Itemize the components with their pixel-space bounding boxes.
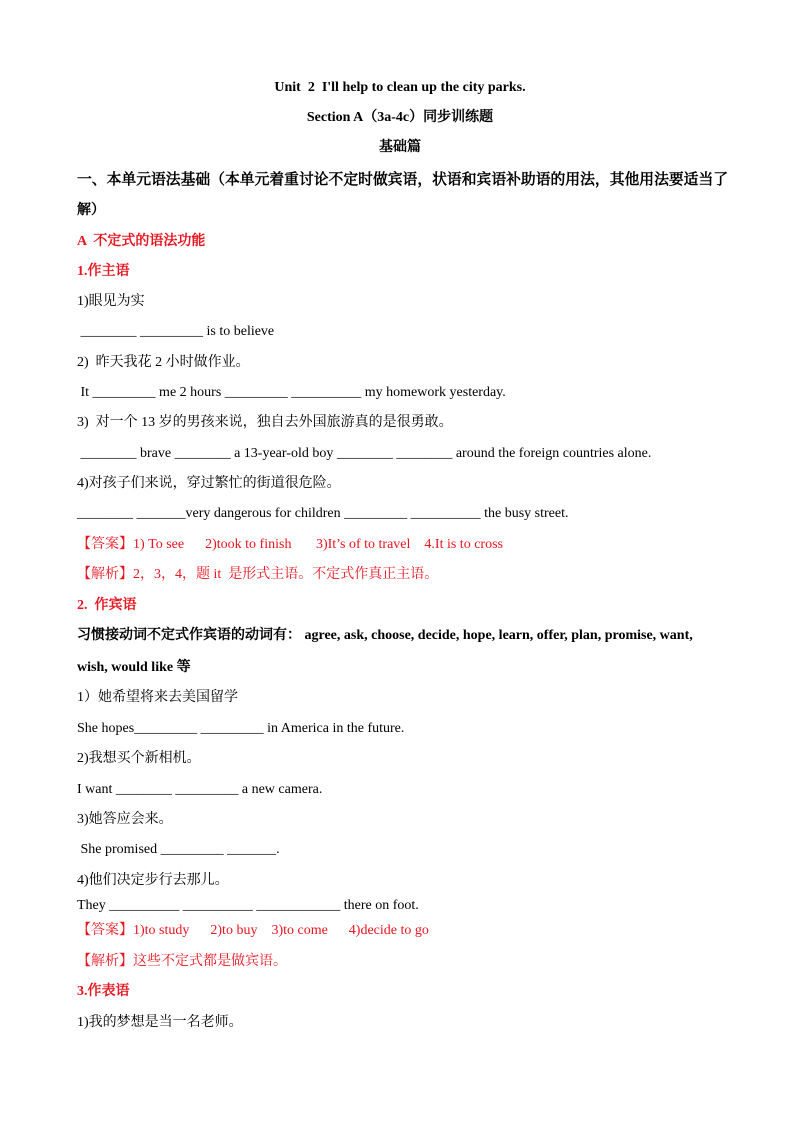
question-en: They __________ __________ ____________ there on foot. (77, 898, 419, 913)
verbs-list-cont: wish, would like 等 (77, 660, 191, 675)
level-title: 基础篇 (379, 140, 421, 155)
question-cn: 4)对孩子们来说，穿过繁忙的街道很危险。 (77, 476, 341, 491)
question-en: She promised _________ _______. (77, 842, 280, 857)
analysis-line: 【解析】2，3，4，题 it 是形式主语。不定式作真正主语。 (77, 567, 439, 582)
part1-heading: 一、本单元语法基础（本单元着重讨论不定时做宾语，状语和宾语补助语的用法，其他用法要适当了 (77, 172, 729, 188)
part1-subheading: A 不定式的语法功能 (77, 234, 206, 249)
question-en: ________ _________ is to believe (77, 324, 275, 339)
question-cn: 1）她希望将来去美国留学 (77, 690, 238, 705)
question-en: ________ brave ________ a 13-year-old boy ________ ________ around the foreign countries alone. (77, 446, 652, 461)
question-en: She hopes_________ _________ in America in the future. (77, 721, 405, 736)
page-title: Unit 2 I'll help to clean up the city parks. (274, 80, 526, 95)
section-title: Section A（3a-4c）同步训练题 (306, 110, 494, 125)
answer-line: 【答案】1) To see 2)took to finish 3)It’s of to travel 4.It is to cross (77, 537, 503, 552)
question-en: ________ _______very dangerous for children _________ __________ the busy street. (77, 506, 569, 521)
verbs-list: 习惯接动词不定式作宾语的动词有： agree, ask, choose, decide, hope, learn, offer, plan, promise, want, (77, 628, 693, 643)
question-en: It _________ me 2 hours _________ __________ my homework yesterday. (77, 385, 506, 400)
object-title: 2. 作宾语 (77, 598, 137, 613)
answer-line: 【答案】1)to study 2)to buy 3)to come 4)decide to go (77, 923, 429, 938)
question-en: I want ________ _________ a new camera. (77, 782, 323, 797)
question-cn: 1)眼见为实 (77, 294, 145, 309)
question-cn: 4)他们决定步行去那儿。 (77, 873, 229, 888)
question-cn: 3) 对一个 13 岁的男孩来说，独自去外国旅游真的是很勇敢。 (77, 415, 453, 430)
question-cn: 2) 昨天我花 2 小时做作业。 (77, 355, 250, 370)
subject-title: 1.作主语 (77, 264, 130, 279)
question-cn: 1)我的梦想是当一名老师。 (77, 1015, 243, 1030)
question-cn: 2)我想买个新相机。 (77, 751, 201, 766)
part1-heading-cont: 解） (77, 203, 105, 218)
predicative-title: 3.作表语 (77, 984, 130, 999)
question-cn: 3)她答应会来。 (77, 812, 173, 827)
analysis-line: 【解析】这些不定式都是做宾语。 (77, 954, 287, 969)
